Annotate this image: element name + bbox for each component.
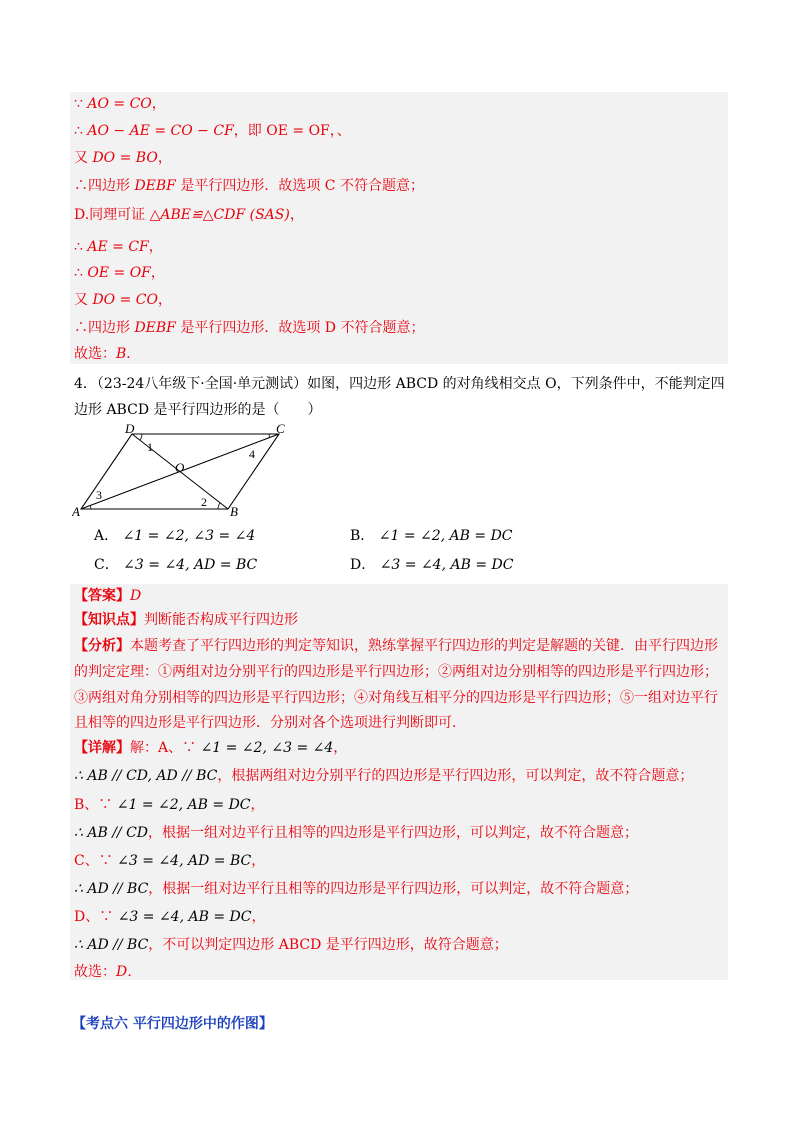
detail-line: D、∵ ∠3 = ∠4, AB = DC， <box>74 909 266 925</box>
detail-line: 【详解】解：A、∵ ∠1 = ∠2, ∠3 = ∠4， <box>74 740 348 756</box>
option-d[interactable]: D． ∠3 = ∠4, AB = DC <box>350 557 514 573</box>
solution-line: D.同理可证 △ABE≌△CDF (SAS)， <box>74 207 304 223</box>
solution-line: ∴ AO − AE = CO − CF，即 OE = OF，、 <box>74 123 351 139</box>
detail-tag: 【详解】 <box>74 740 130 756</box>
question-line: 边形 ABCD 是平行四边形的是（ ） <box>74 402 322 418</box>
angle-arc-1 <box>140 434 142 440</box>
angle-label-4: 4 <box>249 447 255 461</box>
analysis-line: 且相等的四边形是平行四边形．分别对各个选项进行判断即可． <box>74 715 466 731</box>
answer-line <box>74 586 141 606</box>
angle-label-2: 2 <box>201 495 207 509</box>
detail-line: 故选：D． <box>74 964 142 980</box>
detail-line: ∴ AB // CD, AD // BC，根据两组对边分别平行的四边形是平行四边形，可以判定，故不符合题意； <box>74 768 694 784</box>
option-b[interactable]: B． ∠1 = ∠2, AB = DC <box>350 528 513 544</box>
vertex-label-d: D <box>125 424 135 436</box>
detail-line: ∴ AB // CD，根据一组对边平行且相等的四边形是平行四边形，可以判定，故不符合题意； <box>74 825 639 841</box>
detail-line: ∴ AD // BC，根据一组对边平行且相等的四边形是平行四边形，可以判定，故不符合题意； <box>74 881 639 897</box>
knowledge-value: 判断能否构成平行四边形 <box>144 612 298 628</box>
detail-line: C、∵ ∠3 = ∠4, AD = BC， <box>74 853 266 869</box>
detail-line: ∴ AD // BC，不可以判定四边形 ABCD 是平行四边形，故符合题意； <box>74 937 508 953</box>
solution-line: ∵ AO = CO， <box>74 96 166 112</box>
vertex-label-a: A <box>72 504 80 519</box>
vertex-label-c: C <box>276 424 285 436</box>
knowledge-tag: 【知识点】 <box>74 612 144 628</box>
parallelogram-figure <box>72 424 302 520</box>
knowledge-line <box>74 610 298 630</box>
solution-line: ∴四边形 DEBF 是平行四边形．故选项 C 不符合题意； <box>74 178 424 194</box>
detail-line: B、∵ ∠1 = ∠2, AB = DC， <box>74 797 265 813</box>
solution-line: 故选：B． <box>74 346 141 362</box>
solution-line: 又 DO = BO， <box>74 150 172 166</box>
analysis-line: 的判定定理：①两组对边分别平行的四边形是平行四边形；②两组对边分别相等的四边形是平行四边形； <box>74 664 718 680</box>
solution-line: ∴ OE = OF， <box>74 265 165 281</box>
angle-arc-2 <box>218 503 220 509</box>
angle-label-1: 1 <box>147 440 153 454</box>
analysis-tag: 【分析】 <box>74 638 130 654</box>
question-line: 4．（23-24八年级下·全国·单元测试）如图，四边形 ABCD 的对角线相交点 O，下列条件中，不能判定四 <box>74 376 725 392</box>
solution-line: ∴ AE = CF， <box>74 239 163 255</box>
option-c[interactable]: C． ∠3 = ∠4, AD = BC <box>94 557 258 573</box>
vertex-label-b: B <box>230 504 238 519</box>
option-a[interactable]: A． ∠1 = ∠2, ∠3 = ∠4 <box>94 528 256 544</box>
solution-line: 又 DO = CO， <box>74 292 172 308</box>
center-label-o: O <box>175 460 185 475</box>
angle-label-3: 3 <box>96 488 102 502</box>
analysis-line: 【分析】本题考查了平行四边形的判定等知识，熟练掌握平行四边形的判定是解题的关键．由平行四边形 <box>74 638 718 654</box>
answer-tag: 【答案】 <box>74 588 130 604</box>
analysis-line: ③两组对角分别相等的四边形是平行四边形；④对角线互相平分的四边形是平行四边形；⑤一组对边平行 <box>74 690 718 706</box>
answer-value: D <box>130 588 142 604</box>
solution-line: ∴四边形 DEBF 是平行四边形．故选项 D 不符合题意； <box>74 320 425 336</box>
section-heading: 【考点六 平行四边形中的作图】 <box>72 1016 273 1032</box>
